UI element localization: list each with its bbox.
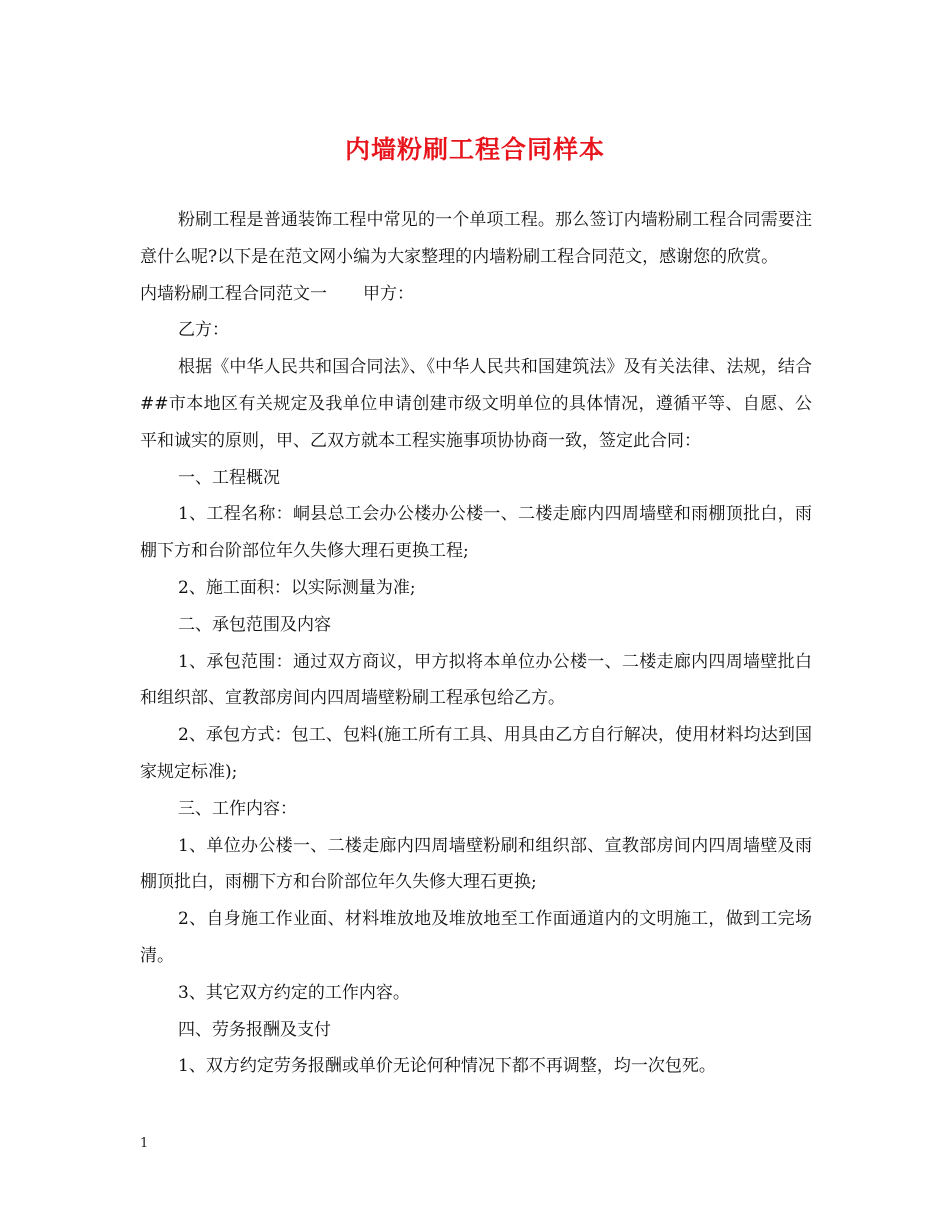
party-a-label: 甲方： bbox=[363, 283, 414, 304]
clause-3-3: 3、其它双方约定的工作内容。 bbox=[178, 982, 410, 1003]
party-b-label: 乙方： bbox=[178, 320, 229, 341]
section-heading-3: 三、工作内容： bbox=[178, 798, 297, 819]
clause-2-2: 2、承包方式：包工、包料(施工所有工具、用具由乙方自行解决，使用材料均达到国家规定标准); bbox=[140, 725, 812, 782]
document-body bbox=[140, 202, 812, 1085]
page-number: 1 bbox=[140, 1136, 149, 1151]
clause-3-2: 2、自身施工作业面、材料堆放地及堆放地至工作面通道内的文明施工，做到工完场清。 bbox=[140, 909, 812, 966]
section-heading-4: 四、劳务报酬及支付 bbox=[178, 1019, 331, 1040]
section-heading-2: 二、承包范围及内容 bbox=[178, 614, 331, 635]
clause-4-1: 1、双方约定劳务报酬或单价无论何种情况下都不再调整，均一次包死。 bbox=[178, 1056, 716, 1077]
section-heading-1: 一、工程概况 bbox=[178, 467, 280, 488]
document-title: 内墙粉刷工程合同样本 bbox=[344, 135, 605, 164]
clause-2-1: 1、承包范围：通过双方商议，甲方拟将本单位办公楼一、二楼走廊内四周墙壁批白和组织部、宣教部房间内四周墙壁粉刷工程承包给乙方。 bbox=[140, 651, 812, 709]
paragraph-preamble: 根据《中华人民共和国合同法》、《中华人民共和国建筑法》及有关法律、法规，结合##市本地区有关规定及我单位申请创建市级文明单位的具体情况，遵循平等、自愿、公平和诚实的原则，甲、乙双方就本工程实施事项协协商一致，签定此合同： bbox=[140, 357, 812, 451]
paragraph-intro: 粉刷工程是普通装饰工程中常见的一个单项工程。那么签订内墙粉刷工程合同需要注意什么呢?以下是在范文网小编为大家整理的内墙粉刷工程合同范文，感谢您的欣赏。 bbox=[140, 210, 812, 267]
clause-1-2: 2、施工面积：以实际测量为准; bbox=[178, 577, 416, 598]
clause-3-1: 1、单位办公楼一、二楼走廊内四周墙壁粉刷和组织部、宣教部房间内四周墙壁及雨棚顶批白，雨棚下方和台阶部位年久失修大理石更换; bbox=[140, 835, 812, 893]
clause-1-1: 1、工程名称：峒县总工会办公楼办公楼一、二楼走廊内四周墙壁和雨棚顶批白，雨棚下方和台阶部位年久失修大理石更换工程; bbox=[140, 504, 812, 562]
paragraph-heading-sample bbox=[140, 276, 812, 313]
sample-heading: 内墙粉刷工程合同范文一 bbox=[140, 283, 327, 304]
